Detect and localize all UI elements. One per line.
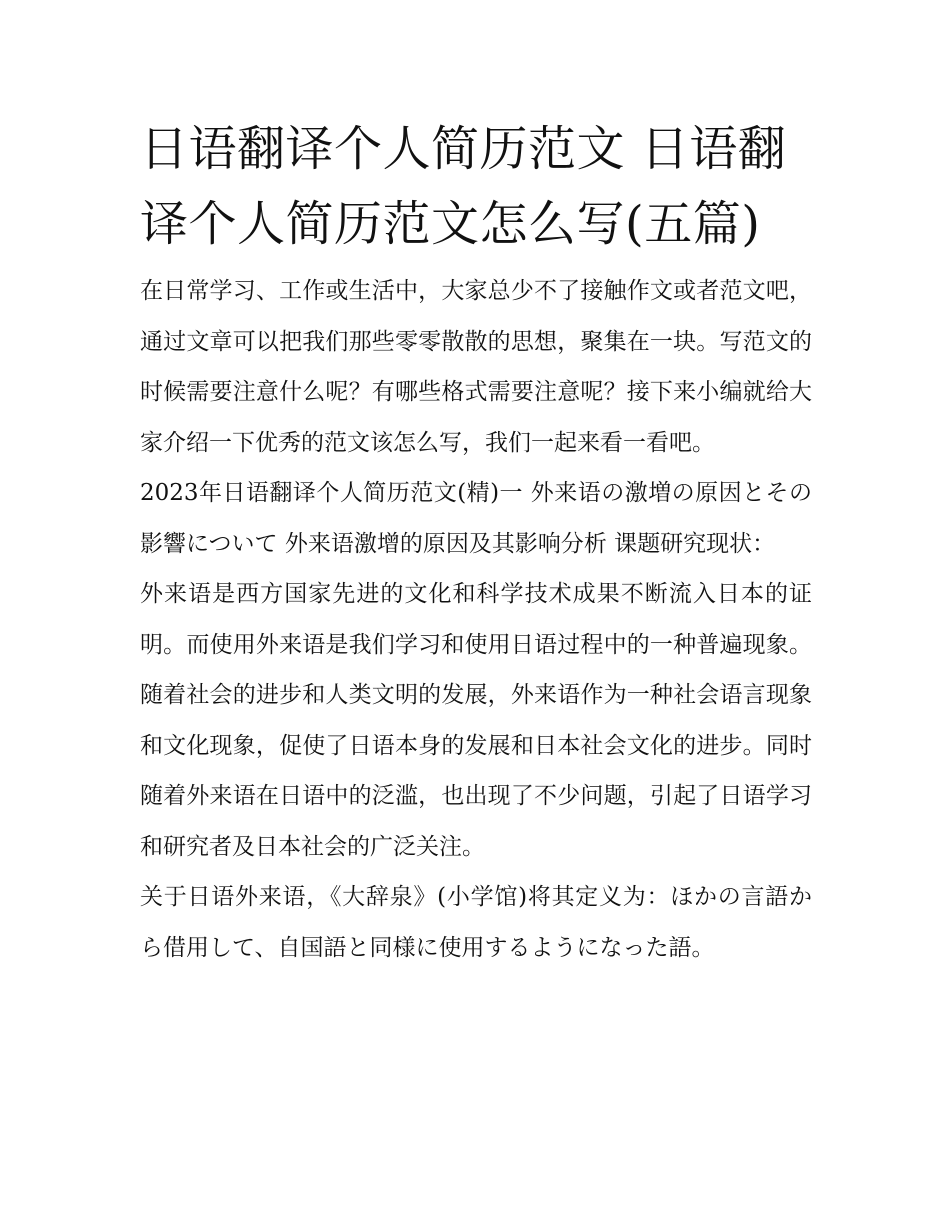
paragraph-intro: 在日常学习、工作或生活中，大家总少不了接触作文或者范文吧，通过文章可以把我们那些零零散散的思想，聚集在一块。写范文的时候需要注意什么呢？有哪些格式需要注意呢？接下来小编就给大家介绍一下优秀的范文该怎么写，我们一起来看一看吧。 <box>140 278 812 456</box>
paragraph-topic: 2023年日语翻译个人简历范文(精)一 外来语の激増の原因とその影響について 外来语激增的原因及其影响分析 课题研究现状： <box>140 480 812 557</box>
document-page <box>140 112 812 973</box>
document-title: 日语翻译个人简历范文 日语翻译个人简历范文怎么写(五篇) <box>140 121 787 252</box>
paragraph-definition: 关于日语外来语，《大辞泉》(小学馆)将其定义为：ほかの言語から借用して、自国語と同様に使用するようになった語。 <box>140 884 812 961</box>
paragraph-background: 外来语是西方国家先进的文化和科学技术成果不断流入日本的证明。而使用外来语是我们学习和使用日语过程中的一种普遍现象。随着社会的进步和人类文明的发展，外来语作为一种社会语言现象和文化现象，促使了日语本身的发展和日本社会文化的进步。同时随着外来语在日语中的泛滥，也出现了不少问题，引起了日语学习和研究者及日本社会的广泛关注。 <box>140 581 812 860</box>
